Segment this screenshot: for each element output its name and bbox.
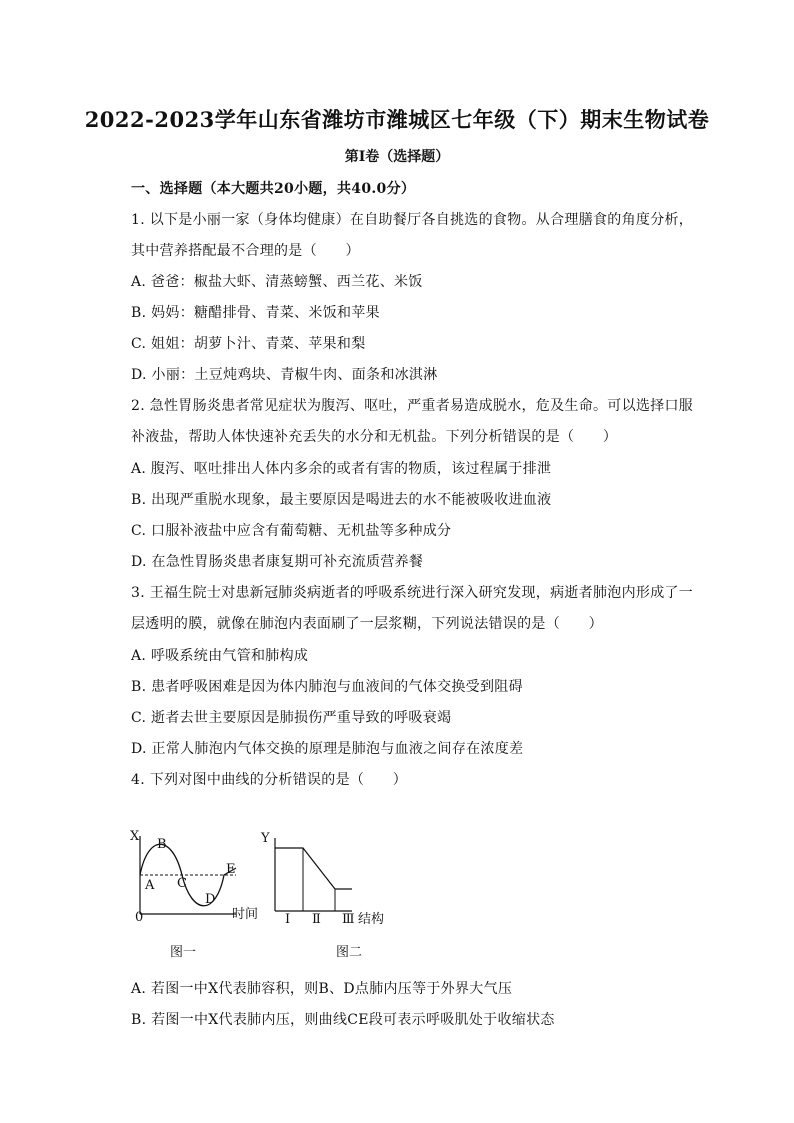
q3-option-c: C. 逝者去世主要原因是肺损伤严重导致的呼吸衰竭: [131, 710, 452, 726]
figure-1-point-a: A: [145, 878, 155, 893]
figure-2-y-label: Y: [261, 831, 270, 846]
figure-1-origin: 0: [135, 910, 144, 925]
figure-1-point-d: D: [205, 892, 216, 907]
q2-stem-line-1: 2. 急性胃肠炎患者常见症状为腹泻、呕吐，严重者易造成脱水，危及生命。可以选择口服: [131, 398, 694, 414]
q3-option-b: B. 患者呼吸困难是因为体内肺泡与血液间的气体交换受到阻碍: [131, 679, 523, 695]
q3-option-d: D. 正常人肺泡内气体交换的原理是肺泡与血液之间存在浓度差: [131, 741, 524, 757]
figure-2-x-label: 结构: [358, 912, 385, 927]
figure-2-segment-1: Ⅰ: [285, 912, 291, 927]
figure-2-caption: 图二: [336, 945, 363, 960]
q2-option-b: B. 出现严重脱水现象，最主要原因是喝进去的水不能被吸收进血液: [131, 492, 552, 508]
q3-option-a: A. 呼吸系统由气管和肺构成: [131, 648, 309, 664]
figure-1-caption: 图一: [170, 945, 197, 960]
q3-stem-line-1: 3. 王福生院士对患新冠肺炎病逝者的呼吸系统进行深入研究发现，病逝者肺泡内形成了一: [131, 585, 694, 601]
q4-figures: [128, 826, 408, 961]
volume-subtitle: 第Ⅰ卷（选择题）: [344, 149, 450, 165]
q2-option-d: D. 在急性胃肠炎患者康复期可补充流质营养餐: [131, 554, 424, 570]
figure-1-point-e: E: [226, 862, 236, 877]
q1-option-d: D. 小丽：土豆炖鸡块、青椒牛肉、面条和冰淇淋: [131, 367, 438, 383]
figure-2-segment-3: Ⅲ: [342, 912, 355, 927]
section-heading: 一、选择题（本大题共20小题，共40.0分）: [131, 181, 416, 197]
figure-1-point-c: C: [177, 876, 187, 891]
q3-stem-line-2: 层透明的膜，就像在肺泡内表面刷了一层浆糊，下列说法错误的是（ ）: [131, 616, 603, 632]
q4-figures-svg: [128, 826, 408, 961]
q1-option-a: A. 爸爸：椒盐大虾、清蒸螃蟹、西兰花、米饭: [131, 274, 423, 290]
figure-1-x-label: 时间: [232, 907, 259, 922]
q1-option-b: B. 妈妈：糖醋排骨、青菜、米饭和苹果: [131, 305, 380, 321]
q4-stem-line-1: 4. 下列对图中曲线的分析错误的是（ ）: [131, 772, 408, 788]
q1-stem-line-2: 其中营养搭配最不合理的是（ ）: [131, 243, 360, 259]
figure-2: [260, 831, 384, 960]
q2-option-c: C. 口服补液盐中应含有葡萄糖、无机盐等多种成分: [131, 523, 452, 539]
q2-stem-line-2: 补液盐，帮助人体快速补充丢失的水分和无机盐。下列分析错误的是（ ）: [131, 429, 618, 445]
figure-2-curve: [275, 848, 352, 889]
figure-2-segment-2: Ⅱ: [312, 912, 321, 927]
q4-option-a: A. 若图一中X代表肺容积，则B、D点肺内压等于外界大气压: [131, 981, 513, 997]
q1-option-c: C. 姐姐：胡萝卜汁、青菜、苹果和梨: [131, 336, 366, 352]
figure-1: [130, 829, 258, 960]
exam-title: 2022-2023学年山东省潍坊市潍城区七年级（下）期末生物试卷: [84, 107, 710, 132]
figure-1-point-b: B: [157, 837, 167, 852]
q1-stem-line-1: 1. 以下是小丽一家（身体均健康）在自助餐厅各自挑选的食物。从合理膳食的角度分析，: [131, 212, 694, 228]
q4-option-b: B. 若图一中X代表肺内压，则曲线CE段可表示呼吸肌处于收缩状态: [131, 1012, 555, 1028]
q2-option-a: A. 腹泻、呕吐排出人体内多余的或者有害的物质，该过程属于排泄: [131, 461, 552, 477]
figure-1-y-label: X: [130, 829, 140, 844]
